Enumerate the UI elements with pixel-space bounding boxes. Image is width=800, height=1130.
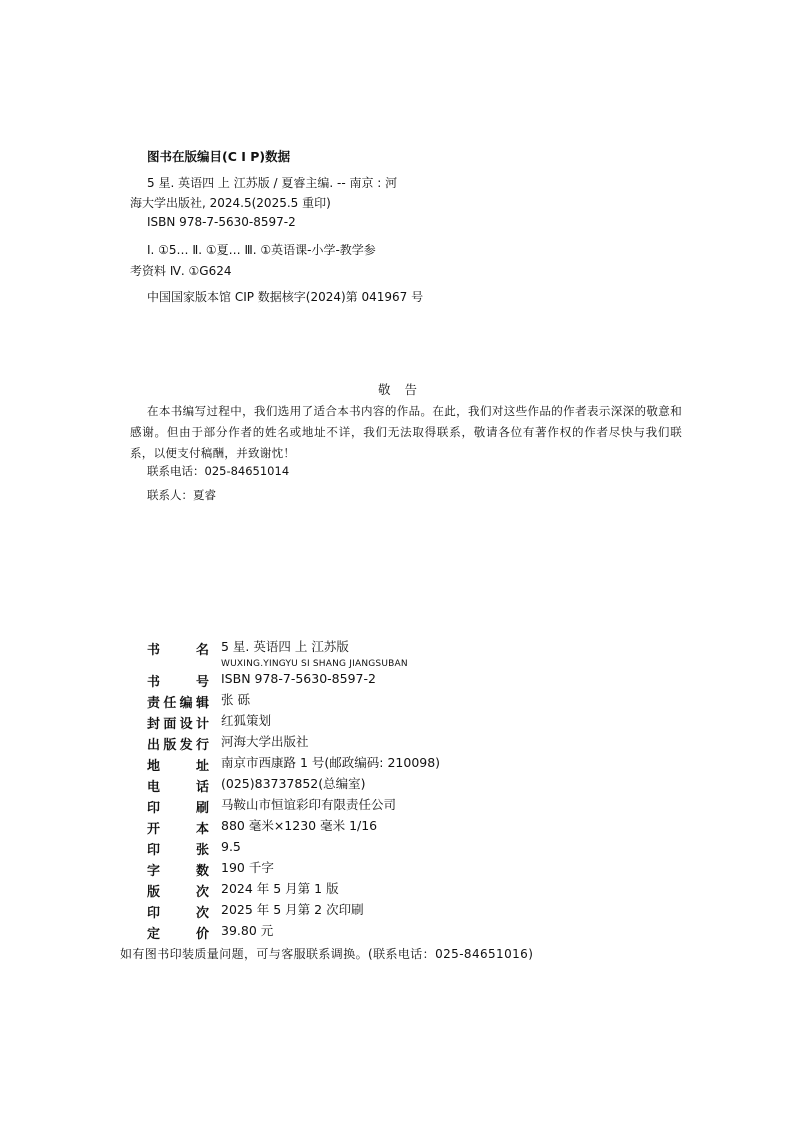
colophon-value: 张 砾: [221, 692, 250, 707]
cip-classification-line-cont: 考资料 Ⅳ. ①G624: [130, 264, 232, 278]
cip-record-number: 中国国家版本馆 CIP 数据核字(2024)第 041967 号: [147, 290, 424, 304]
colophon-value: 2025 年 5 月第 2 次印刷: [221, 902, 364, 917]
colophon-label: 封面设计: [147, 717, 209, 732]
book-title: 5 星. 英语四 上 江苏版: [221, 639, 349, 654]
colophon-value: [221, 639, 408, 670]
colophon-row: [147, 692, 667, 713]
colophon-label: 书名: [147, 643, 209, 658]
colophon-row: [147, 671, 667, 692]
colophon-value: 9.5: [221, 839, 241, 854]
colophon-row: [147, 734, 667, 755]
cip-isbn-line: ISBN 978-7-5630-8597-2: [147, 215, 296, 229]
colophon-row: [147, 713, 667, 734]
colophon-row-title: [147, 639, 667, 671]
colophon-value: 2024 年 5 月第 1 版: [221, 881, 339, 896]
colophon-label: 责任编辑: [147, 696, 209, 711]
colophon-label: 书号: [147, 675, 209, 690]
colophon-row: [147, 839, 667, 860]
colophon-row: [147, 923, 667, 944]
notice-title: 敬告: [378, 382, 432, 397]
colophon-label: 开本: [147, 822, 209, 837]
colophon-label: 定价: [147, 927, 209, 942]
colophon-value: 880 毫米×1230 毫米 1/16: [221, 818, 378, 833]
book-title-pinyin: WUXING.YINGYU SI SHANG JIANGSUBAN: [221, 659, 408, 669]
colophon-value: 河海大学出版社: [221, 734, 309, 749]
colophon-label: 印次: [147, 906, 209, 921]
colophon-label: 出版发行: [147, 738, 209, 753]
cip-publisher-line: 海大学出版社, 2024.5(2025.5 重印): [130, 196, 331, 210]
notice-phone: 联系电话：025-84651014: [147, 464, 290, 478]
colophon-label: 电话: [147, 780, 209, 795]
colophon-row: [147, 818, 667, 839]
colophon-row: [147, 902, 667, 923]
colophon-value: 南京市西康路 1 号(邮政编码: 210098): [221, 755, 441, 770]
colophon-row: [147, 776, 667, 797]
colophon-label: 版次: [147, 885, 209, 900]
colophon-label: 印刷: [147, 801, 209, 816]
cip-heading: 图书在版编目(C I P)数据: [147, 149, 291, 164]
colophon-row: [147, 860, 667, 881]
cip-title-line: 5 星. 英语四 上 江苏版 / 夏睿主编. -- 南京 : 河: [147, 176, 398, 190]
colophon-row: [147, 755, 667, 776]
colophon-row: [147, 797, 667, 818]
colophon-label: 字数: [147, 864, 209, 879]
colophon-value: (025)83737852(总编室): [221, 776, 366, 791]
colophon-value: 190 千字: [221, 860, 274, 875]
colophon-value: ISBN 978-7-5630-8597-2: [221, 671, 376, 686]
colophon: [147, 639, 667, 944]
cip-classification-line: Ⅰ. ①5… Ⅱ. ①夏… Ⅲ. ①英语课-小学-教学参: [147, 243, 376, 257]
colophon-value: 39.80 元: [221, 923, 274, 938]
notice-body: 在本书编写过程中，我们选用了适合本书内容的作品。在此，我们对这些作品的作者表示深深的敬意和感谢。但由于部分作者的姓名或地址不详，我们无法取得联系，敬请各位有著作权的作者尽快与我们联系，以便支付稿酬，并致谢忱！: [130, 404, 682, 460]
colophon-row: [147, 881, 667, 902]
colophon-value: 红狐策划: [221, 713, 272, 728]
notice-contact: 联系人：夏睿: [147, 488, 216, 502]
colophon-label: 地址: [147, 759, 209, 774]
colophon-label: 印张: [147, 843, 209, 858]
footer-note: 如有图书印装质量问题，可与客服联系调换。(联系电话：025-84651016): [120, 947, 534, 961]
colophon-value: 马鞍山市恒谊彩印有限责任公司: [221, 797, 397, 812]
